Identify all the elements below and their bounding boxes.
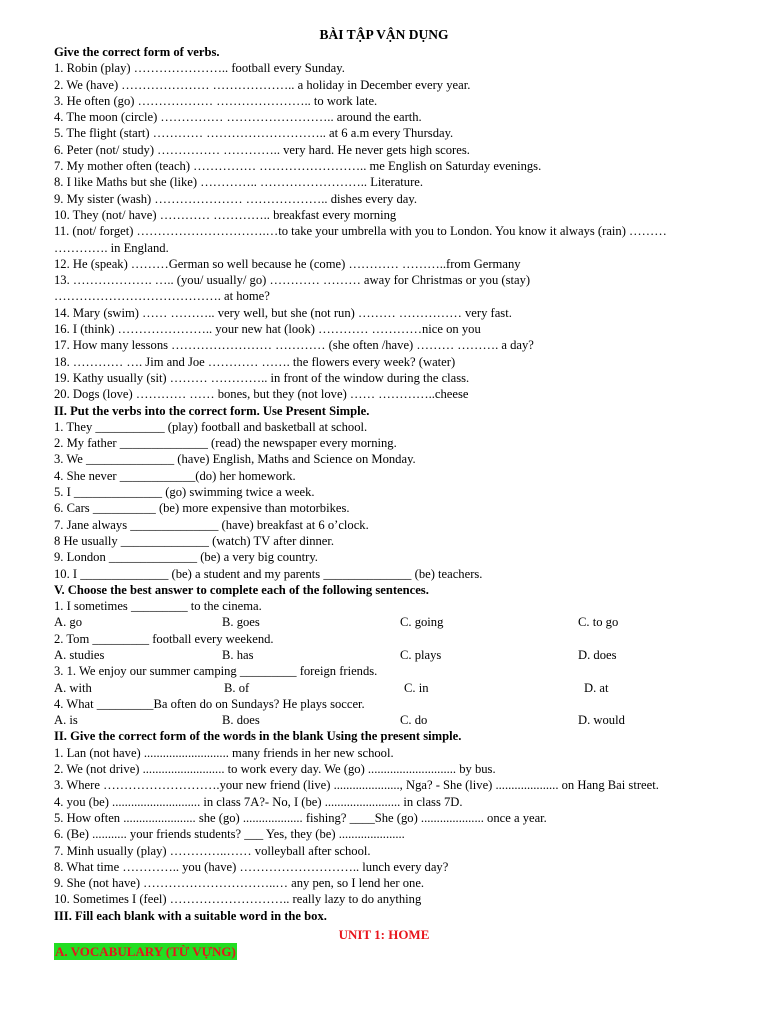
exercise-item: 13. ………………. ….. (you/ usually/ go) ………… ……… away for Christmas or you (stay)	[54, 273, 531, 288]
exercise-item: 14. Mary (swim) …… ……….. very well, but she (not run) ……… …………… very fast.	[54, 305, 512, 320]
exercise-item: 12. He (speak) ………German so well because he (come) ………… ………..from Germany	[54, 256, 521, 271]
exercise-item: 8 He usually ______________ (watch) TV after dinner.	[54, 533, 335, 548]
answer-options	[54, 680, 746, 696]
option-a: A. go	[54, 615, 82, 630]
exercise-item: 5. How often ....................... she (go) ................... fishing? ____She (go) .................... once a year.	[54, 810, 547, 825]
exercise-item: 3. He often (go) ……………… ………………….. to work late.	[54, 93, 378, 108]
section4-heading: II. Give the correct form of the words in the blank Using the present simple.	[54, 729, 462, 744]
section1-list	[54, 60, 746, 402]
question-text: 4. What _________Ba often do on Sundays? He plays soccer.	[54, 696, 365, 711]
exercise-item: 4. The moon (circle) …………… …………………….. around the earth.	[54, 110, 422, 125]
section2-heading: II. Put the verbs into the correct form. Use Present Simple.	[54, 403, 370, 418]
answer-options	[54, 614, 746, 630]
multiple-choice-list	[54, 598, 746, 728]
exercise-item: 20. Dogs (love) ………… …… bones, but they (not love) …… …………..cheese	[54, 387, 469, 402]
exercise-item: 16. I (think) ………………….. your new hat (look) ………… …………nice on you	[54, 322, 481, 337]
exercise-item: 10. They (not/ have) ………… ………….. breakfast every morning	[54, 207, 397, 222]
exercise-item: 1. They ___________ (play) football and basketball at school.	[54, 419, 368, 434]
exercise-item: 11. (not/ forget) ………………………….…to take your umbrella with you to London. You know it always (rain) ………	[54, 224, 667, 239]
exercise-item: 2. We (have) ………………… ……………….. a holiday in December every year.	[54, 77, 471, 92]
exercise-item: 5. The flight (start) ………… ……………………….. at 6 a.m every Thursday.	[54, 126, 454, 141]
exercise-item: 7. Jane always ______________ (have) breakfast at 6 o’clock.	[54, 517, 369, 532]
exercise-item: 2. We (not drive) .......................... to work every day. We (go) ............................ by bus.	[54, 762, 496, 777]
exercise-lines	[54, 44, 746, 924]
exercise-item: 3. We ______________ (have) English, Maths and Science on Monday.	[54, 452, 416, 467]
exercise-item: 1. Lan (not have) ........................... many friends in her new school.	[54, 745, 394, 760]
exercise-item: 8. What time ………….. you (have) ……………………….. lunch every day?	[54, 859, 449, 874]
exercise-item: 6. Peter (not/ study) …………… ………….. very hard. He never gets high scores.	[54, 142, 470, 157]
question-text: 3. 1. We enjoy our summer camping _________ foreign friends.	[54, 664, 378, 679]
exercise-item: 9. London ______________ (be) a very big country.	[54, 550, 318, 565]
answer-options	[54, 647, 746, 663]
exercise-item: 9. She (not have) …………………………..… any pen, so I lend her one.	[54, 876, 425, 891]
exercise-item: …………. in England.	[54, 240, 169, 255]
exercise-item: 6. Cars __________ (be) more expensive than motorbikes.	[54, 501, 350, 516]
page-title: BÀI TẬP VẬN DỤNG	[319, 27, 449, 42]
option-d: D. would	[578, 713, 625, 728]
section3-heading: V. Choose the best answer to complete each of the following sentences.	[54, 582, 429, 597]
option-d: D. does	[578, 647, 617, 662]
exercise-item: 4. you (be) ............................ in class 7A?- No, I (be) ........................ in class 7D.	[54, 794, 463, 809]
exercise-item: 7. My mother often (teach) …………… …………………….. me English on Saturday evenings.	[54, 159, 542, 174]
question-text: 1. I sometimes _________ to the cinema.	[54, 599, 262, 614]
section2-list	[54, 419, 746, 582]
section5-heading: III. Fill each blank with a suitable word in the box.	[54, 908, 327, 923]
exercise-item: 10. Sometimes I (feel) ……………………….. really lazy to do anything	[54, 892, 422, 907]
option-b: B. has	[222, 647, 254, 662]
section1-heading: Give the correct form of verbs.	[54, 45, 220, 59]
exercise-item: 8. I like Maths but she (like) ………….. …………………….. Literature.	[54, 175, 424, 190]
exercise-item: 17. How many lessons …………………… ………… (she often /have) ……… ………. a day?	[54, 338, 534, 353]
question-text: 2. Tom _________ football every weekend.	[54, 631, 274, 646]
option-a: A. studies	[54, 647, 105, 662]
unit-title: UNIT 1: HOME	[338, 927, 430, 942]
option-c: C. going	[400, 615, 444, 630]
option-d: C. to go	[578, 615, 619, 630]
section4-list	[54, 745, 746, 908]
exercise-item: 4. She never ____________(do) her homework.	[54, 468, 296, 483]
vocabulary-heading: A. VOCABULARY (TỪ VỰNG)	[55, 944, 236, 959]
option-c: C. plays	[400, 647, 442, 662]
exercise-item: …………………………………. at home?	[54, 289, 270, 304]
exercise-item: 9. My sister (wash) ………………… ……………….. dishes every day.	[54, 191, 417, 206]
exercise-item: 1. Robin (play) ………………….. football every Sunday.	[54, 61, 345, 76]
exercise-item: 5. I ______________ (go) swimming twice a week.	[54, 485, 315, 500]
option-a: A. with	[54, 680, 92, 695]
option-b: B. does	[222, 713, 260, 728]
exercise-item: 7. Minh usually (play) …………..…… volleyball after school.	[54, 843, 371, 858]
option-d: D. at	[584, 680, 609, 695]
exercise-item: 18. ………… …. Jim and Joe ………… ……. the flowers every week? (water)	[54, 354, 456, 369]
option-b: B. of	[224, 680, 250, 695]
answer-options	[54, 712, 746, 728]
exercise-item: 6. (Be) ........... your friends students? ___ Yes, they (be) .....................	[54, 827, 405, 842]
exercise-item: 10. I ______________ (be) a student and my parents ______________ (be) teachers.	[54, 566, 483, 581]
exercise-item: 19. Kathy usually (sit) ……… ………….. in front of the window during the class.	[54, 370, 470, 385]
exercise-item: 2. My father ______________ (read) the newspaper every morning.	[54, 436, 397, 451]
option-c: C. in	[404, 680, 429, 695]
option-c: C. do	[400, 713, 428, 728]
option-a: A. is	[54, 713, 78, 728]
option-b: B. goes	[222, 615, 260, 630]
exercise-item: 3. Where ……………………….your new friend (live) ....................., Nga? - She (live) .................... on Hang Bai street.	[54, 778, 659, 793]
